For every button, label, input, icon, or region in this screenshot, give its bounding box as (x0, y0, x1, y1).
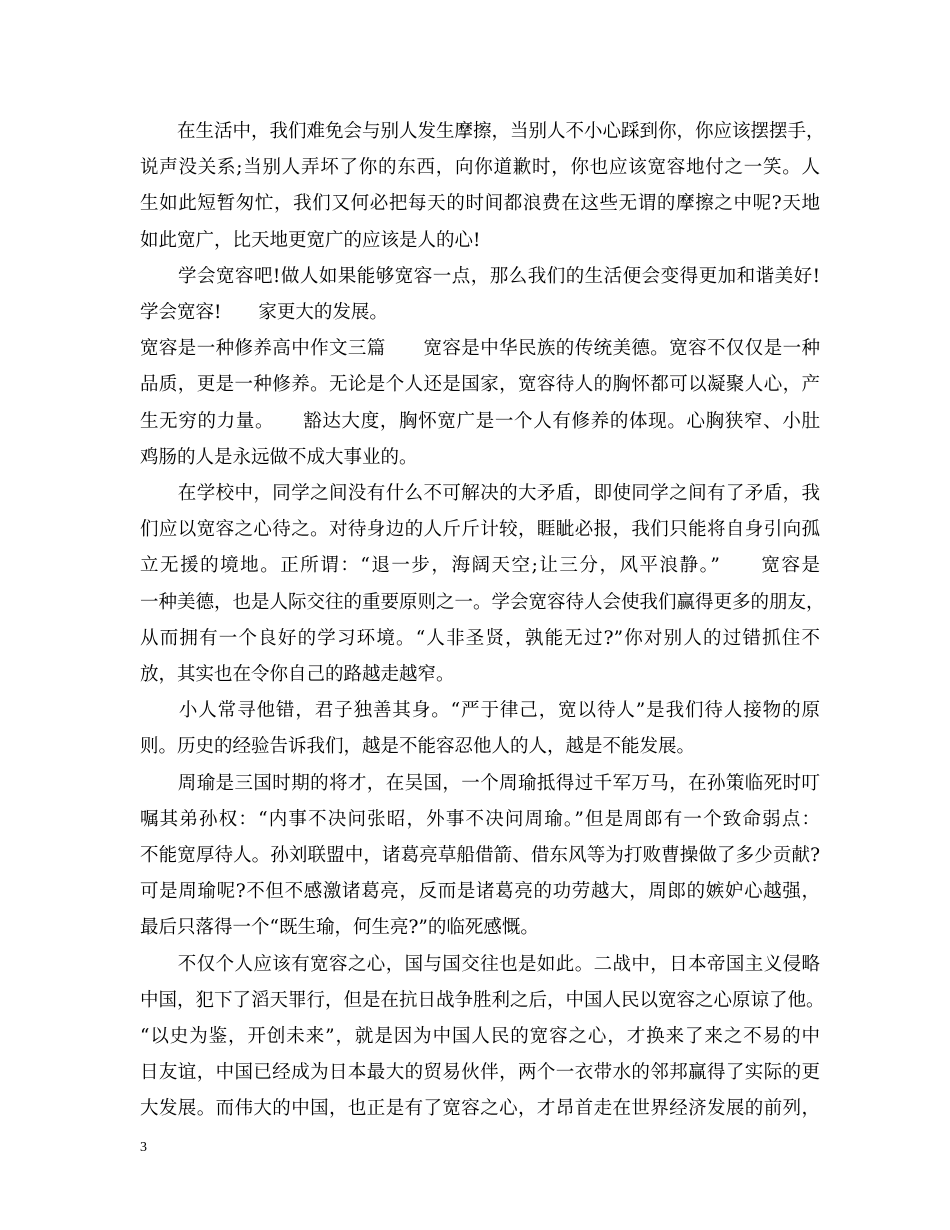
text-line: 生如此短暂匆忙，我们又何必把每天的时间都浪费在这些无谓的摩擦之中呢?天地 (140, 193, 820, 215)
page-number: 3 (140, 1140, 147, 1155)
text-line: 们应以宽容之心待之。对待身边的人斤斤计较，睚眦必报，我们只能将自身引向孤 (140, 519, 820, 541)
text-line: 如此宽广，比天地更宽广的应该是人的心! (140, 229, 481, 251)
text-line: 鸡肠的人是永远做不成大事业的。 (140, 446, 418, 468)
text-line: 说声没关系;当别人弄坏了你的东西，向你道歉时，你也应该宽容地付之一笑。人 (140, 157, 820, 179)
text-line: 立无援的境地。正所谓：“退一步，海阔天空;让三分，风平浪静。” 宽容是 (140, 555, 820, 577)
text-line: 品质，更是一种修养。无论是个人还是国家，宽容待人的胸怀都可以凝聚人心，产 (140, 374, 820, 396)
text-line: 放，其实也在令你自己的路越走越窄。 (140, 664, 455, 685)
text-line: 不仅个人应该有宽容之心，国与国交往也是如此。二战中，日本帝国主义侵略 (140, 953, 820, 975)
text-line: 最后只落得一个“既生瑜，何生亮?”的临死感慨。 (140, 917, 539, 939)
text-line: 小人常寻他错，君子独善其身。“严于律己，宽以待人”是我们待人接物的原 (140, 700, 820, 722)
text-line: “以史为鉴，开创未来”，就是因为中国人民的宽容之心，才换来了来之不易的中 (140, 1026, 820, 1047)
text-line: 不能宽厚待人。孙刘联盟中，诸葛亮草船借箭、借东风等为打败曹操做了多少贡献? (140, 845, 820, 866)
text-line: 大发展。而伟大的中国，也正是有了宽容之心，才昂首走在世界经济发展的前列， (140, 1098, 820, 1120)
text-line: 一种美德，也是人际交往的重要原则之一。学会宽容待人会使我们赢得更多的朋友， (140, 591, 825, 613)
text-line: 则。历史的经验告诉我们，越是不能容忍他人的人，越是不能发展。 (140, 736, 696, 758)
text-line: 中国，犯下了滔天罪行，但是在抗日战争胜利之后，中国人民以宽容之心原谅了他。 (140, 989, 825, 1011)
text-line: 在生活中，我们难免会与别人发生摩擦，当别人不小心踩到你，你应该摆摆手， (140, 121, 825, 142)
text-line: 学会宽容! 家更大的发展。 (140, 302, 388, 323)
text-line: 学会宽容吧!做人如果能够宽容一点，那么我们的生活便会变得更加和谐美好! (140, 265, 820, 287)
text-line: 宽容是一种修养高中作文三篇 宽容是中华民族的传统美德。宽容不仅仅是一种 (140, 338, 820, 360)
text-line: 日友谊，中国已经成为日本最大的贸易伙伴，两个一衣带水的邻邦赢得了实际的更 (140, 1062, 820, 1084)
text-line: 可是周瑜呢?不但不感激诸葛亮，反而是诸葛亮的功劳越大，周郎的嫉妒心越强， (140, 881, 820, 903)
text-line: 从而拥有一个良好的学习环境。“人非圣贤，孰能无过?”你对别人的过错抓住不 (140, 627, 820, 649)
text-line: 嘱其弟孙权：“内事不决问张昭，外事不决问周瑜。”但是周郎有一个致命弱点： (140, 808, 820, 830)
text-line: 生无穷的力量。 豁达大度，胸怀宽广是一个人有修养的体现。心胸狭窄、小肚 (140, 410, 820, 432)
text-line: 周瑜是三国时期的将才，在吴国，一个周瑜抵得过千军万马，在孙策临死时叮 (140, 772, 820, 794)
text-line: 在学校中，同学之间没有什么不可解决的大矛盾，即使同学之间有了矛盾，我 (140, 483, 820, 504)
